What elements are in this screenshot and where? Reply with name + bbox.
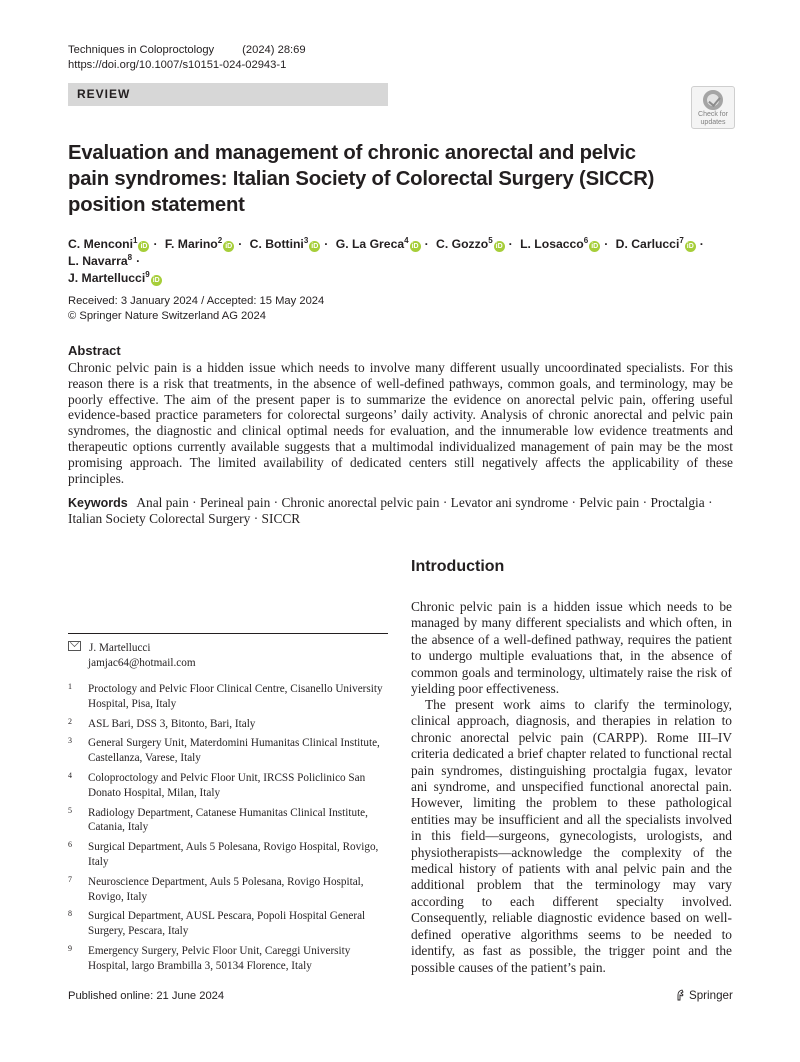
author-separator: ·	[508, 237, 513, 251]
keyword: Levator ani syndrome	[450, 495, 569, 510]
keyword-separator: ·	[273, 495, 279, 510]
orcid-icon[interactable]: iD	[495, 243, 503, 250]
affiliation-number: 3	[68, 736, 72, 746]
keywords-label: Keywords	[68, 496, 128, 510]
keyword: Pelvic pain	[579, 495, 640, 510]
author-separator: ·	[699, 237, 704, 251]
correspondence-email[interactable]: jamjac64@hotmail.com	[88, 657, 196, 669]
author-name: J. Martellucci	[68, 271, 146, 285]
author-name: C. Menconi	[68, 237, 134, 251]
affiliation-number: 5	[68, 805, 72, 815]
journal-name: Techniques in Coloproctology	[68, 44, 215, 56]
affiliation-item	[68, 736, 388, 766]
orcid-icon[interactable]: iD	[140, 243, 148, 250]
keyword-separator: ·	[253, 511, 259, 526]
author-separator: ·	[324, 237, 329, 251]
journal-volume: (2024) 28:69	[242, 44, 306, 56]
orcid-icon[interactable]: iD	[686, 243, 694, 250]
author-affiliation-ref: 8	[127, 253, 133, 262]
published-date: Published online: 21 June 2024	[68, 990, 225, 1002]
affiliation-item	[68, 840, 388, 870]
affiliation-text: Coloproctology and Pelvic Floor Unit, IRCSS Policlinico San Donato Hospital, Milan, Italy	[88, 771, 366, 799]
keyword: Chronic anorectal pelvic pain	[281, 495, 440, 510]
abstract-text: Chronic pelvic pain is a hidden issue which needs to involve many different usually uncoordinated specialists. For this reason there is a risk that treatments, in the absence of well-defined pathways, common goals, and terminology, may be poorly effective. The aim of the present paper is to summarize the evidence on anorectal pelvic pain, offering useful evidence-based practice parameters for colorectal surgeons’ daily activity. Analysis of chronic anorectal and pelvic pain syndromes, the diagnostic and clinical optimal needs for evaluation, and the innumerable low evidence treatments and therapeutic options currently available suggests that a multimodal individualized management of pain may be the most promising approach. The limited availability of dedicated centers still negatively affects the applicability of these principles.	[68, 360, 733, 486]
affiliation-item	[68, 875, 388, 905]
affiliation-text: ASL Bari, DSS 3, Bitonto, Bari, Italy	[88, 717, 256, 730]
orcid-icon[interactable]: iD	[411, 243, 419, 250]
affiliation-text: Surgical Department, Auls 5 Polesana, Rovigo Hospital, Rovigo, Italy	[88, 841, 379, 868]
affiliation-number: 8	[68, 909, 72, 919]
affiliation-text: Radiology Department, Catanese Humanitas Clinical Institute, Catania, Italy	[88, 806, 368, 834]
check-for-updates-badge[interactable]	[691, 86, 735, 129]
author[interactable]	[165, 237, 234, 251]
author-name: F. Marino	[164, 237, 218, 251]
keyword-separator: ·	[442, 495, 448, 510]
author-name: L. Navarra	[68, 254, 128, 268]
correspondence-name: J. Martellucci	[89, 642, 151, 654]
affiliation-number: 6	[68, 840, 72, 850]
author-affiliation-ref: 4	[404, 236, 409, 245]
article-type: REVIEW	[77, 87, 131, 101]
copyright-notice: © Springer Nature Switzerland AG 2024	[68, 310, 266, 322]
check-updates-label-2: updates	[700, 119, 726, 126]
affiliation-item	[68, 806, 388, 836]
author-affiliation-ref: 9	[145, 270, 150, 279]
author-affiliation-ref: 7	[679, 236, 684, 245]
affiliation-list	[68, 682, 388, 979]
affiliation-number: 1	[68, 682, 72, 691]
doi-link[interactable]: https://doi.org/10.1007/s10151-024-02943-1	[68, 59, 287, 71]
author-name: L. Losacco	[520, 237, 584, 251]
keyword: SICCR	[261, 511, 301, 526]
affiliation-number: 9	[68, 943, 72, 953]
introduction-paragraph-1: Chronic pelvic pain is a hidden issue which needs to be managed by many different specialists and which often, in the absence of a well-defined pathway, requires the patient to undergo multiple evaluations that, in the absence of common goals and terminology, ultimately raise the risk of yielding poor effectiveness.	[411, 599, 732, 697]
introduction-paragraph-2: The present work aims to clarify the terminology, clinical approach, diagnosis, and therapies in relation to chronic anorectal pelvic pain (CARPP). Rome III–IV criteria dedicated a brief chapter related to functional rectal pain syndromes, distinguishing proctalgia fugax, levator ani syndrome, and unspecified functional anorectal pain. However, limiting the problem to these pathological entities may be insufficient and all the specialists involved in this field—surgeons, gynecologists, urologists, and physiotherapists—acknowledge the complexity of the medical history of patients with anal pelvic pain and the additional problem that the terminology may vary according to each different specialty involved. Consequently, reliable diagnostic evidence based on well-defined operative algorithms seems to be needed to identify, as fast as possible, the trigger point and the possible causes of the patient’s pain.	[411, 697, 732, 975]
orcid-icon[interactable]: iD	[591, 243, 599, 250]
publisher-name: Springer	[689, 989, 733, 1002]
author-separator: ·	[604, 237, 609, 251]
author[interactable]	[336, 237, 421, 251]
author-affiliation-ref: 5	[488, 236, 493, 245]
keyword-separator: ·	[571, 495, 577, 510]
author-affiliation-ref: 6	[583, 236, 589, 245]
author-name: D. Carlucci	[615, 237, 680, 251]
keyword: Perineal pain	[199, 495, 271, 510]
abstract-heading: Abstract	[68, 343, 121, 358]
author-list	[68, 236, 748, 287]
journal-header	[68, 43, 306, 58]
affiliation-text: Neuroscience Department, Auls 5 Polesana, Rovigo Hospital, Rovigo, Italy	[88, 875, 364, 903]
author[interactable]	[616, 237, 696, 251]
article-title: Evaluation and management of chronic anorectal and pelvic pain syndromes: Italian Society of Colorectal Surgery (SICCR) position statement	[68, 142, 655, 216]
author[interactable]	[68, 254, 132, 268]
affiliation-number: 4	[68, 770, 72, 780]
keyword-separator: ·	[192, 495, 197, 510]
correspondence-block	[68, 641, 196, 671]
received-accepted-dates: Received: 3 January 2024 / Accepted: 15 May 2024	[68, 295, 325, 307]
author-name: C. Bottini	[249, 237, 304, 251]
author[interactable]	[68, 237, 149, 251]
author[interactable]	[520, 237, 600, 251]
keyword: Proctalgia	[650, 495, 705, 510]
keyword-separator: ·	[642, 495, 648, 510]
author-affiliation-ref: 2	[217, 236, 223, 245]
springer-horse-icon	[676, 989, 685, 1001]
author-separator: ·	[424, 237, 429, 251]
envelope-icon	[68, 641, 81, 651]
affiliation-text: Surgical Department, AUSL Pescara, Popoli Hospital General Surgery, Pescara, Italy	[88, 910, 366, 938]
keyword: Italian Society Colorectal Surgery	[68, 511, 251, 526]
affiliation-number: 7	[68, 874, 72, 884]
affiliation-item	[68, 771, 388, 801]
affiliation-item	[68, 682, 388, 712]
introduction-heading: Introduction	[411, 558, 505, 575]
author[interactable]	[250, 237, 321, 251]
check-updates-label-1: Check for	[698, 111, 728, 118]
author-name: G. La Greca	[335, 237, 405, 251]
publisher-logo	[676, 988, 733, 1003]
affiliation-text: Emergency Surgery, Pelvic Floor Unit, Careggi University Hospital, largo Brambilla 3, 50134 Florence, Italy	[88, 944, 351, 972]
keyword: Anal pain	[136, 495, 189, 510]
keywords-section	[68, 495, 733, 527]
affiliation-text: General Surgery Unit, Materdomini Humanitas Clinical Institute, Castellanza, Varese, Italy	[88, 737, 380, 765]
keyword-separator: ·	[708, 495, 713, 510]
author-separator: ·	[238, 237, 243, 251]
orcid-icon[interactable]: iD	[225, 243, 233, 250]
article-type-band	[68, 83, 388, 106]
affiliation-item	[68, 909, 388, 939]
author-name: C. Gozzo	[436, 237, 489, 251]
footnote-divider	[68, 633, 388, 634]
author-separator: ·	[136, 254, 141, 268]
author-affiliation-ref: 3	[303, 236, 309, 245]
check-updates-icon	[703, 90, 723, 110]
affiliation-item	[68, 944, 388, 974]
author[interactable]	[68, 271, 162, 285]
affiliation-text: Proctology and Pelvic Floor Clinical Centre, Cisanello University Hospital, Pisa, Italy	[88, 683, 383, 710]
author-separator: ·	[153, 237, 158, 251]
orcid-icon[interactable]: iD	[152, 277, 160, 284]
orcid-icon[interactable]: iD	[311, 243, 319, 250]
author-affiliation-ref: 1	[133, 236, 138, 245]
author[interactable]	[436, 237, 505, 251]
affiliation-number: 2	[68, 716, 72, 726]
affiliation-item	[68, 717, 388, 732]
